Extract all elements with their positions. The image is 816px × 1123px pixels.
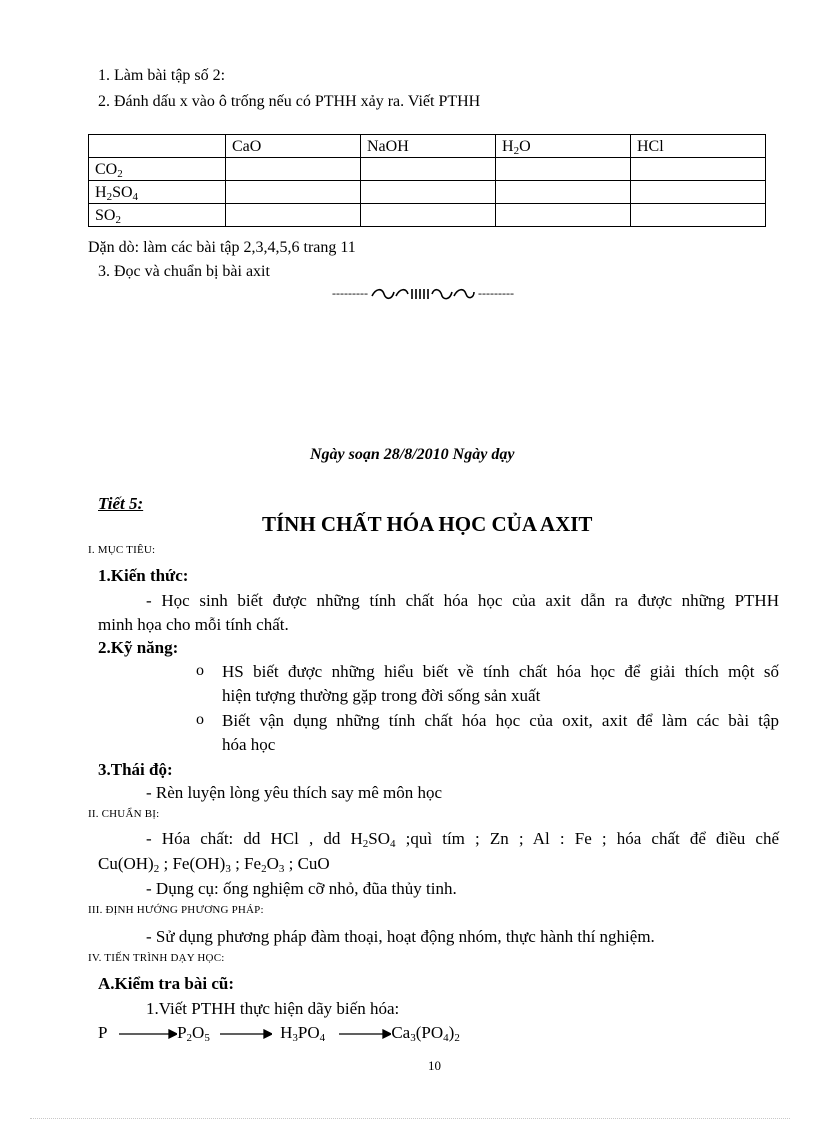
skill-1-line-2: hiện tượng thường gặp trong đời sống sản xuất [222,686,541,705]
ornament-dashes-left: --------- [332,286,368,300]
chemicals-list: $Cu(OH)_2$ ; $Fe(OH)_3$ ; $Fe_2O_3$ ; CuO [98,854,330,875]
row-label [89,158,226,181]
skill-1-line-1: HS biết được những hiểu biết về tính chất hóa học để giải thích một số [222,662,779,681]
chain-h3po4: $H_3PO_4$ [280,1023,326,1044]
row-label-h2so4: $H_2SO_4$ [95,184,139,203]
ornament-icon [368,286,478,302]
review-heading: A.Kiểm tra bài cũ: [98,974,234,993]
homework-line-2: 2. Đánh dấu x vào ô trống nếu có PTHH xảy ra. Viết PTHH [98,93,481,110]
table-row [89,204,766,227]
table-cell[interactable] [361,204,496,227]
section-2-heading: II. CHUẨN BỊ: [88,808,160,820]
table-header-cell [496,135,631,158]
section-3-heading: III. ĐỊNH HƯỚNG PHƯƠNG PHÁP: [88,904,264,916]
review-task: 1.Viết PTHH thực hiện dãy biến hóa: [146,999,400,1018]
skill-2-line-1: Biết vận dụng những tính chất hóa học của oxit, axit để làm các bài tập [222,711,779,730]
table-row [89,181,766,204]
prepare-note: 3. Đọc và chuẩn bị bài axit [98,263,270,280]
chemicals-line-1 [146,828,779,850]
table-cell[interactable] [496,204,631,227]
table-cell[interactable] [631,181,766,204]
reaction-table [88,134,766,227]
skill-2-line-2: hóa học [222,735,276,754]
homework-note: Dặn dò: làm các bài tập 2,3,4,5,6 trang 11 [88,239,356,256]
table-cell[interactable] [226,181,361,204]
table-cell[interactable] [631,158,766,181]
table-cell[interactable] [361,181,496,204]
table-header-cell: NaOH [361,135,496,158]
table-header-row [89,135,766,158]
arrow-icon [119,1028,177,1040]
table-header-cell: CaO [226,135,361,158]
table-header-cell [89,135,226,158]
section-4-heading: IV. TIẾN TRÌNH DẠY HỌC: [88,952,225,964]
table-cell[interactable] [496,181,631,204]
arrow-icon [220,1028,272,1040]
knowledge-line-1: - Học sinh biết được những tính chất hóa học của axit dẫn ra được những PTHH [146,591,779,610]
row-label-co2: $CO_2$ [95,161,123,180]
table-row [89,158,766,181]
skills-heading: 2.Kỹ năng: [98,638,179,657]
chain-p2o5: $P_2O_5$ [177,1023,210,1044]
bullet-icon: o [196,711,204,728]
table-cell[interactable] [226,158,361,181]
method-line: - Sử dụng phương pháp đàm thoại, hoạt động nhóm, thực hành thí nghiệm. [146,927,655,946]
arrow-icon [339,1028,391,1040]
row-label-so2: $SO_2$ [95,207,121,226]
footer-divider [30,1118,790,1119]
table-cell[interactable] [496,158,631,181]
bullet-icon: o [196,662,204,679]
ornament-dashes-right: --------- [477,286,514,300]
ornament-divider [332,286,514,302]
lesson-period: Tiết 5: [98,494,144,513]
section-1-heading: I. MỤC TIÊU: [88,544,156,556]
row-label [89,204,226,227]
chemicals-text: - Hóa chất: dd HCl , dd $H_2SO_4$ ;quì tím ; Zn ; Al : Fe ; hóa chất để điều chế [146,829,780,850]
table-header-cell: HCl [631,135,766,158]
h2o-header: $H_2O$ [502,138,531,157]
knowledge-heading: 1.Kiến thức: [98,566,189,585]
page-title: TÍNH CHẤT HÓA HỌC CỦA AXIT [262,512,593,536]
reaction-chain [98,1022,460,1044]
attitude-heading: 3.Thái độ: [98,760,173,779]
knowledge-line-2: minh họa cho mỗi tính chất. [98,615,289,634]
page-number: 10 [428,1058,441,1073]
table-cell[interactable] [631,204,766,227]
table-cell[interactable] [226,204,361,227]
chemicals-line-2 [98,853,330,875]
tools-line: - Dụng cụ: ống nghiệm cỡ nhỏ, đũa thủy tinh. [146,879,457,898]
chain-ca3po42: $Ca_3(PO_4)_2$ [391,1023,460,1044]
homework-line-1: 1. Làm bài tập số 2: [98,67,226,84]
table-cell[interactable] [361,158,496,181]
row-label [89,181,226,204]
attitude-line: - Rèn luyện lòng yêu thích say mê môn học [146,783,443,802]
lesson-date-line: Ngày soạn 28/8/2010 Ngày dạy [310,446,515,463]
chain-p: P [98,1023,107,1042]
